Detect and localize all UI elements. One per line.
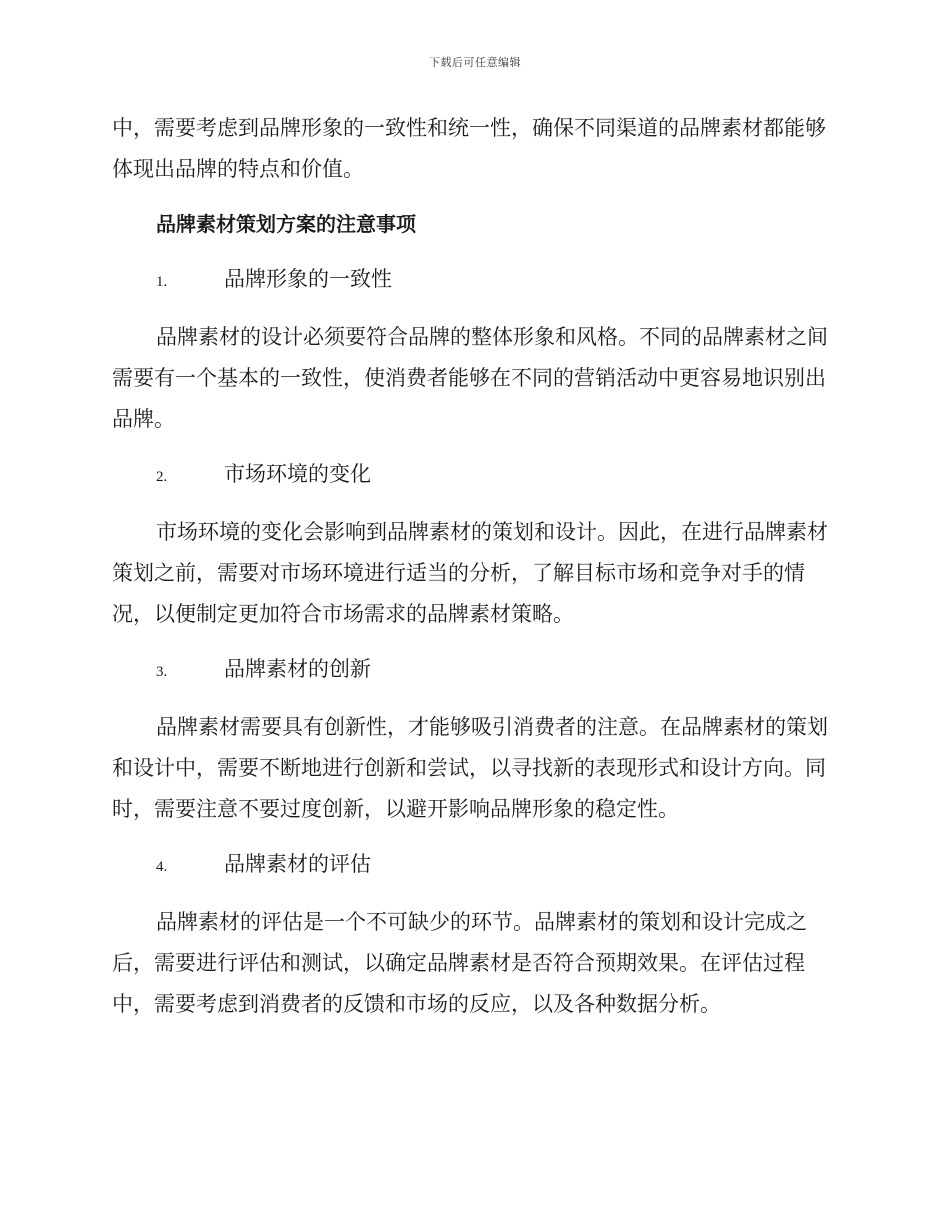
item-title: 品牌素材的评估 bbox=[224, 852, 371, 876]
item-title: 品牌形象的一致性 bbox=[224, 267, 392, 291]
list-item bbox=[112, 259, 832, 440]
item-title-row bbox=[112, 454, 832, 498]
section-heading: 品牌素材策划方案的注意事项 bbox=[156, 212, 416, 236]
lead-paragraph: 中，需要考虑到品牌形象的一致性和统一性，确保不同渠道的品牌素材都能够体现出品牌的特点和价值。 bbox=[112, 116, 826, 181]
page-header: 下载后可任意编辑 bbox=[429, 56, 521, 69]
list-item bbox=[112, 844, 832, 1025]
item-number: 4. bbox=[156, 859, 168, 875]
list-item bbox=[112, 649, 832, 830]
item-body: 品牌素材的设计必须要符合品牌的整体形象和风格。不同的品牌素材之间需要有一个基本的一致性，使消费者能够在不同的营销活动中更容易地识别出品牌。 bbox=[112, 325, 828, 431]
document-body bbox=[112, 108, 832, 1039]
item-title-row bbox=[112, 649, 832, 693]
item-number: 1. bbox=[156, 274, 168, 290]
item-title-row bbox=[112, 259, 832, 303]
list-item bbox=[112, 454, 832, 635]
item-body: 市场环境的变化会影响到品牌素材的策划和设计。因此，在进行品牌素材策划之前，需要对市场环境进行适当的分析，了解目标市场和竞争对手的情况，以便制定更加符合市场需求的品牌素材策略。 bbox=[112, 520, 828, 626]
item-title: 市场环境的变化 bbox=[224, 462, 371, 486]
item-body: 品牌素材的评估是一个不可缺少的环节。品牌素材的策划和设计完成之后，需要进行评估和测试，以确定品牌素材是否符合预期效果。在评估过程中，需要考虑到消费者的反馈和市场的反应，以及各种数据分析。 bbox=[112, 910, 807, 1016]
item-number: 2. bbox=[156, 469, 168, 485]
item-number: 3. bbox=[156, 664, 168, 680]
item-body: 品牌素材需要具有创新性，才能够吸引消费者的注意。在品牌素材的策划和设计中，需要不断地进行创新和尝试，以寻找新的表现形式和设计方向。同时，需要注意不要过度创新，以避开影响品牌形象的稳定性。 bbox=[112, 715, 828, 821]
item-title: 品牌素材的创新 bbox=[224, 657, 371, 681]
item-title-row bbox=[112, 844, 832, 888]
